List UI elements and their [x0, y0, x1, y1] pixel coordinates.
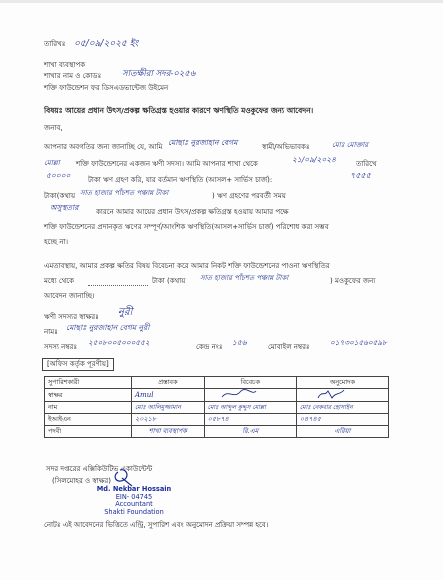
- balance-in-words: সাত হাজার পাঁচশত পঞ্চান্ন টাকা: [80, 189, 169, 197]
- member-id-label: সদস্য নম্বরঃ: [44, 343, 78, 351]
- member-id: ২৫০৮০০৫০০০৫৫২: [88, 338, 150, 347]
- body-line7: হচ্ছে না।: [44, 238, 69, 246]
- row-label-ein: ইআইএন: [45, 414, 132, 426]
- loan-date: ২১/০৯/২০২৪: [292, 155, 337, 164]
- body-line8: এমতাবস্থায়, আমার প্রকল্প ক্ষতির বিষয় বিবেচনা করে আমার নিকট শক্তি ফাউন্ডেশনের পাওনা ঋণস্থিতির: [44, 262, 330, 270]
- branch-code-value: সাতক্ষীরা সদর-০২৫৬: [122, 69, 196, 79]
- body-line4-b: ) ঋণ গ্রহণের পরবর্তী সময়: [212, 192, 286, 200]
- stamp-name: Md. Nekbar Hossain: [96, 485, 172, 493]
- body-line6: শক্তি ফাউন্ডেশনের প্রদানকৃত ঋণের সম্পূর্ণ/আংশিক ঋণস্থিতি(আসল+সার্ভিস চার্জ) পরিশোধ করা সম্ভব: [44, 223, 329, 231]
- reviewer-name: মোঃ আব্দুল কুদ্দুস মোল্লা: [204, 402, 296, 414]
- stamp-designation: Accountant: [115, 500, 153, 508]
- proposer-ein: ২০২১৮: [132, 414, 205, 426]
- damage-reason: অসুস্থতার: [50, 203, 79, 212]
- proposer-signature: Amul: [132, 389, 205, 402]
- date-value: ০৫/০৯/২০২৫ ইং: [74, 39, 139, 49]
- header-proposer: প্রস্তাবক: [132, 377, 205, 389]
- loan-balance: ৭৫৫৫: [350, 171, 371, 180]
- accountant-stamp: [96, 486, 172, 516]
- header-approver: অনুমোদক: [296, 377, 388, 389]
- row-label-designation: পদবী: [45, 426, 132, 438]
- member-signature: নুরী: [118, 307, 133, 318]
- stamp-ein: EIN- 04745: [115, 492, 153, 501]
- reviewer-designation: রি.এম: [204, 426, 296, 438]
- proposer-designation: শাখা ব্যবস্থাপক: [132, 426, 205, 438]
- body-line9-c: ) মওকুফের জন্য: [330, 277, 376, 285]
- stamp-organization: Shakti Foundation: [104, 507, 164, 516]
- subject-line: বিষয়ঃ আয়ের প্রধান উৎস/প্রকল্প ক্ষতিগ্রস্ত হওয়ার কারণে ঋণস্থিতি মওকুফের জন্য আবেদন।: [44, 106, 314, 115]
- mobile-number: ০১৭৩০১৫৬০৫৯৮: [330, 338, 387, 347]
- guardian-name: মোঃ মোক্তার: [332, 141, 369, 149]
- body-line5: কারনে আমার আয়ের প্রধান উৎস/প্রকল্প ক্ষতিগ্রস্ত হওয়ায় আমার পক্ষে: [96, 208, 289, 216]
- foundation-name: শক্তি ফাউন্ডেশন ফর ডিসএডভান্টেজ উইমেন: [44, 84, 169, 92]
- branch-manager-label: শাখা ব্যবস্থাপক: [44, 61, 86, 69]
- office-use-label: [অফিস কর্তৃক পূরণীয়]: [42, 358, 114, 371]
- applicant-name: মোছাঃ নুরজাহান বেগম: [168, 138, 238, 147]
- body-line2-b: তারিখে: [356, 160, 377, 168]
- mobile-label: মোবাইল নম্বরঃ: [268, 343, 310, 351]
- member-name: মোছাঃ নুরজাহান বেগম নুরী: [66, 323, 150, 332]
- body-line1-b: স্বামী/অভিভাবকঃ: [262, 143, 310, 151]
- accountant-seal-label: (সিলমোহর ও স্বাক্ষর): [52, 477, 111, 485]
- waiver-in-words: সাত হাজার পাঁচশত পঞ্চান্ন টাকা: [200, 274, 289, 282]
- branch-code-label: শাখার নাম ও কোডঃ: [44, 72, 102, 80]
- body-line3-a: টাকা ঋণ গ্রহণ করি, যার বর্তমান ঋণস্থিতি (আসল+ সার্ভিস চার্জ):: [88, 176, 273, 184]
- approver-name: মোঃ নেকবার হোসাইন: [296, 402, 388, 414]
- body-line2-a: শক্তি ফাউন্ডেশনের একজন ঋণী সদস্য। আমি আপনার শাখা থেকে: [76, 160, 258, 168]
- approver-designation: এরিয়া: [296, 426, 388, 438]
- row-label-signature: স্বাক্ষর: [45, 389, 132, 402]
- header-recommender: সুপারিশকারী: [45, 377, 132, 389]
- member-signature-label: ঋণী সদস্যর স্বাক্ষরঃ: [44, 313, 99, 321]
- body-line9-b: টাকা (কথায়: [152, 277, 186, 285]
- body-line1-a: আপনার অবগতির জন্য জানাচ্ছি যে, আমি: [44, 143, 163, 151]
- center-label: কেন্দ্র নংঃ: [196, 343, 223, 351]
- member-name-label: নামঃ: [44, 328, 58, 336]
- body-line9-a: মধ্যে থেকে: [44, 277, 74, 285]
- accountant-title: সদর দপ্তরের এক্সিকিউটিভ একাউন্টেন্ট: [46, 465, 153, 473]
- center-number: ১৫৬: [232, 338, 247, 347]
- reviewer-ein: ০৫৮৭৪: [204, 414, 296, 426]
- loan-amount: ৫০০০০: [46, 171, 71, 180]
- guardian-name-cont: মোল্লা: [44, 159, 60, 167]
- footer-note: নোটঃ এই আবেদনের ভিত্তিতে এন্ট্রি, সুপারিশ এবং অনুমোদন প্রক্রিয়া সম্পন্ন হবে।: [44, 521, 269, 529]
- body-line10: আবেদন জানাচ্ছি।: [44, 292, 95, 300]
- header-reviewer: বিবেচক: [204, 377, 296, 389]
- row-label-name: নাম: [45, 402, 132, 414]
- approver-ein: ০৪৭৪৫: [296, 414, 388, 426]
- body-line4-a: টাকা(কথায়: [44, 192, 76, 200]
- salutation: জনাব,: [44, 124, 63, 132]
- proposer-name: মোঃ আলিমুজ্জামান: [132, 402, 205, 414]
- date-label: তারিখঃ: [44, 40, 66, 48]
